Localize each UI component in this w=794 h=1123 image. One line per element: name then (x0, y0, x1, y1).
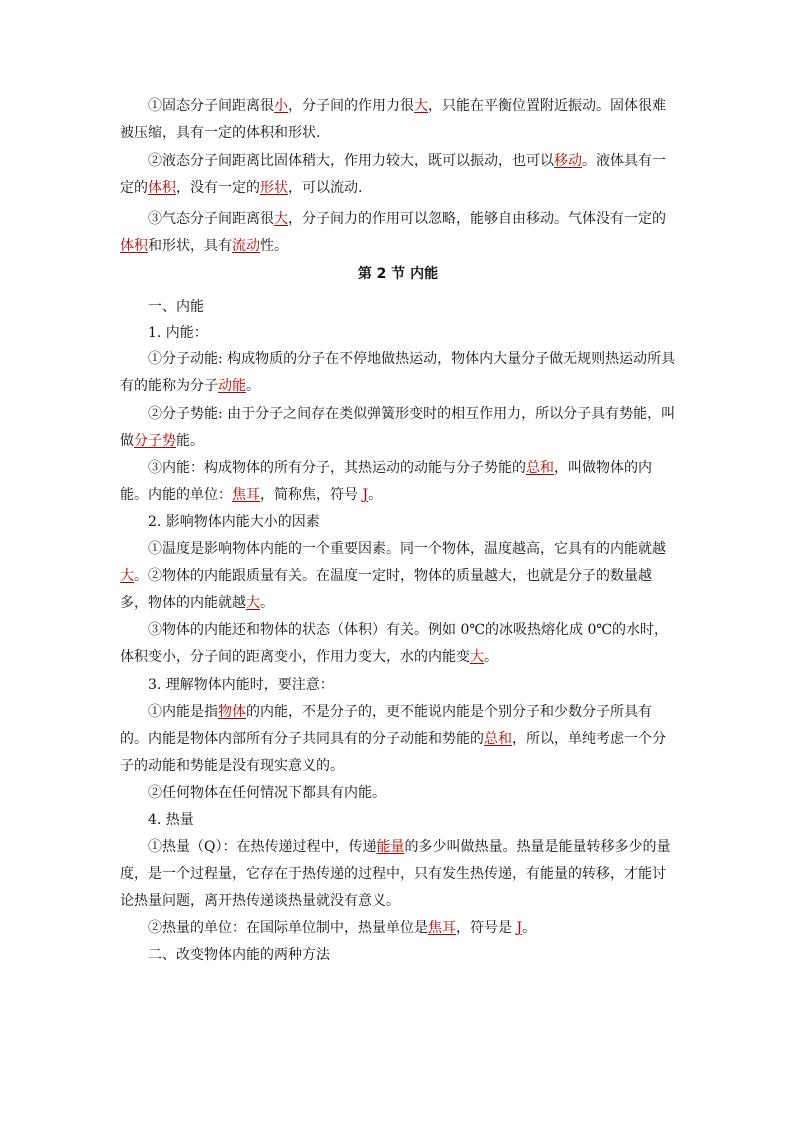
text-run: 。 (484, 649, 498, 665)
text-run: 的多少叫做热量。热量是能量转移多少的量度，是一个过程量，它存在于热传递的过程中，只有发生热传递，有能量的转移，才能讨论热量问题，离开热传递谈热量就没有意义。 (120, 839, 671, 909)
text-run: ，没有一定的 (176, 180, 260, 196)
paragraph (120, 509, 676, 536)
text-run: ③物体的内能还和物体的状态（体积）有关。例如 0℃的冰吸热熔化成 0℃的水时，体积变小，分子间的距离变小，作用力变大，水的内能变 (120, 622, 669, 665)
text-run: ②热量的单位：在国际单位制中，热量单位是 (148, 920, 428, 936)
text-run: ，分子间力的作用可以忽略，能够自由移动。气体没有一定的 (288, 211, 666, 227)
underlined-answer: 大 (246, 595, 260, 611)
text-run: ①温度是影响物体内能的一个重要因素。同一个物体，温度越高，它具有的内能就越 (148, 541, 666, 557)
underlined-answer: 大 (470, 649, 484, 665)
text-run: ②液态分子间距离比固体稍大，作用力较大，既可以振动，也可以 (148, 153, 554, 169)
text-run: 。 (134, 568, 148, 584)
text-run: ，可以流动. (288, 180, 363, 196)
text-run: 能。 (176, 433, 204, 449)
underlined-answer: 焦耳 (428, 920, 456, 936)
paragraph (120, 915, 676, 942)
paragraph (120, 320, 676, 347)
underlined-answer: J (516, 920, 523, 936)
underlined-answer: 移动 (554, 153, 582, 169)
paragraph (120, 346, 676, 400)
underlined-answer: 动能 (218, 378, 246, 394)
text-run: 2. 影响物体内能大小的因素 (148, 514, 320, 530)
text-run: 第 2 节 内能 (357, 266, 439, 282)
paragraph (120, 807, 676, 834)
paragraph (120, 672, 676, 699)
paragraph (120, 206, 676, 260)
underlined-answer: 分子势 (134, 433, 176, 449)
underlined-answer: 大 (120, 568, 134, 584)
text-run: 性。 (260, 238, 288, 254)
underlined-answer: 形状 (260, 180, 288, 196)
section-title (120, 261, 676, 288)
text-run: 1. 内能： (148, 325, 208, 341)
text-run: ①固态分子间距离很 (148, 98, 274, 114)
text-run: ②任何物体在任何情况下都具有内能。 (148, 785, 386, 801)
text-run: ，叫做物体的内能。内能的单位： (120, 460, 652, 503)
text-run: ，只能在平衡位置附近振动。固体很难被压缩，具有一定的体积和形状. (120, 98, 666, 141)
text-run: ③气态分子间距离很 (148, 211, 274, 227)
underlined-answer: 能量 (376, 839, 405, 855)
underlined-answer: 大 (414, 98, 428, 114)
underlined-answer: 总和 (484, 731, 512, 747)
text-run: 。 (246, 378, 260, 394)
underlined-answer: 小 (274, 98, 288, 114)
text-run: 。 (368, 487, 383, 503)
underlined-answer: 物体 (218, 704, 246, 720)
text-run: ，符号是 (456, 920, 517, 936)
paragraph (120, 617, 676, 671)
text-run: ①分子动能: 构成物质的分子在不停地做热运动，物体内大量分子做无规则热运动所具有的能称为分子 (120, 351, 676, 394)
text-run: 和形状，具有 (148, 238, 232, 254)
text-run: ③内能：构成物体的所有分子，其热运动的动能与分子势能的 (148, 460, 526, 476)
text-run: ②物体的内能跟质量有关。在温度一定时，物体的质量越大，也就是分子的数量越多，物体的内能就越 (120, 568, 652, 611)
text-run: 4. 热量 (148, 812, 194, 828)
paragraph (120, 455, 676, 509)
paragraph (120, 401, 676, 455)
text-run: 。 (522, 920, 537, 936)
underlined-answer: 体积 (120, 238, 148, 254)
text-run: 3. 理解物体内能时，要注意： (148, 677, 334, 693)
underlined-answer: 总和 (526, 460, 554, 476)
underlined-answer: 焦耳 (232, 487, 260, 503)
underlined-answer: J (362, 487, 369, 503)
paragraph (120, 93, 676, 147)
paragraph (120, 780, 676, 807)
text-run: ①内能是指 (148, 704, 218, 720)
paragraph (120, 294, 676, 321)
paragraph (120, 148, 676, 202)
paragraph (120, 942, 676, 969)
text-run: 的内能，不是分子的，更不能说内能是个别分子和少数分子所具有的。内能是物体内部所有分子共同具有的分子动能和势能的 (120, 704, 652, 747)
text-run: 二、改变物体内能的两种方法 (148, 947, 330, 963)
underlined-answer: 大 (274, 211, 288, 227)
text-run: 。 (260, 595, 274, 611)
paragraph (120, 699, 676, 780)
underlined-answer: 流动 (232, 238, 260, 254)
text-run: 一、内能 (148, 299, 204, 315)
text-run: ，分子间的作用力很 (288, 98, 414, 114)
text-run: ，所以，单纯考虑一个分子的动能和势能是没有现实意义的。 (120, 731, 666, 774)
text-run: ②分子势能: 由于分子之间存在类似弹簧形变时的相互作用力，所以分子具有势能，叫做 (120, 406, 676, 449)
paragraph (120, 834, 676, 915)
text-run: 。液体具有一定的 (120, 153, 666, 196)
underlined-answer: 体积 (148, 180, 176, 196)
paragraph (120, 563, 676, 617)
text-run: ，简称焦，符号 (260, 487, 363, 503)
text-run: ①热量（Q）：在热传递过程中，传递 (148, 839, 377, 855)
